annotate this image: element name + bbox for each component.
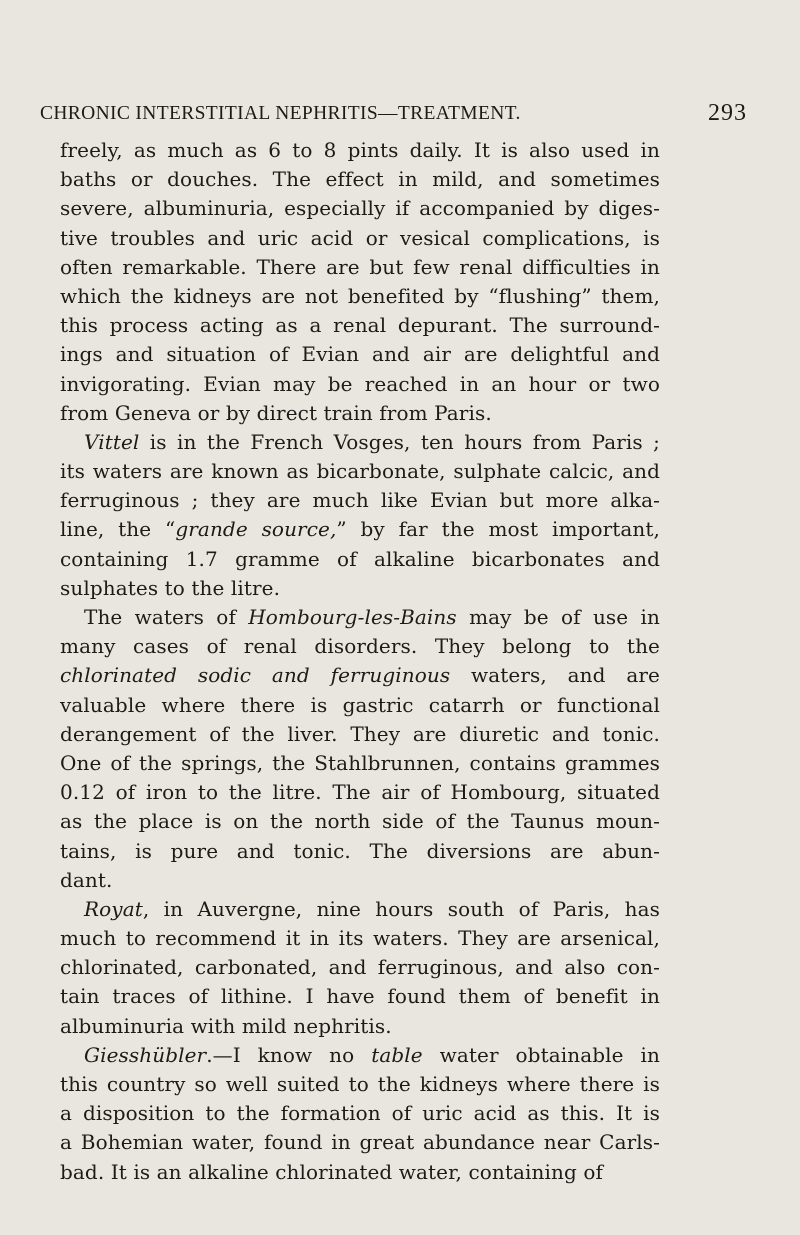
italic-text: Royat bbox=[84, 896, 143, 921]
text-run: .—I know no bbox=[206, 1042, 372, 1067]
text-run: tive troubles and uric acid or vesical complications, is bbox=[60, 225, 660, 250]
text-line bbox=[60, 866, 660, 895]
text-line bbox=[60, 1128, 660, 1157]
text-line bbox=[60, 399, 660, 428]
text-run: containing 1.7 gramme of alkaline bicarbonates and bbox=[60, 546, 660, 571]
text-run: 0.12 of iron to the litre. The air of Hombourg, situated bbox=[60, 780, 660, 805]
text-line bbox=[60, 224, 660, 253]
text-line bbox=[60, 895, 660, 924]
text-line bbox=[60, 253, 660, 282]
text-line bbox=[60, 749, 660, 778]
text-run: is in the French Vosges, ten hours from Paris ; bbox=[139, 429, 660, 454]
italic-text: Vittel bbox=[84, 429, 140, 454]
italic-text: table bbox=[371, 1042, 423, 1067]
text-run: chlorinated, carbonated, and ferruginous, and also con- bbox=[60, 955, 660, 980]
text-run: a Bohemian water, found in great abundance near Carls- bbox=[60, 1130, 660, 1155]
text-line bbox=[60, 720, 660, 749]
text-run: derangement of the liver. They are diuretic and tonic. bbox=[60, 721, 660, 746]
text-run: The waters of bbox=[84, 605, 249, 629]
text-line bbox=[60, 1070, 660, 1099]
text-line bbox=[60, 574, 660, 603]
text-run: severe, albuminuria, especially if accompanied by diges- bbox=[60, 196, 660, 221]
text-run: may be of use in bbox=[456, 605, 660, 629]
text-run: sulphates to the litre. bbox=[60, 575, 281, 600]
text-run: as the place is on the north side of the Taunus moun- bbox=[60, 809, 660, 834]
text-run: many cases of renal disorders. They belong to the bbox=[60, 634, 660, 659]
running-head bbox=[40, 100, 747, 133]
italic-text: Hombourg-les-Bains bbox=[248, 605, 457, 629]
text-line bbox=[60, 545, 660, 574]
body-text bbox=[60, 136, 660, 1187]
text-line bbox=[60, 1099, 660, 1128]
text-run: One of the springs, the Stahlbrunnen, contains grammes bbox=[60, 750, 660, 775]
text-line bbox=[60, 982, 660, 1011]
text-run: waters, and are bbox=[450, 663, 660, 688]
text-line bbox=[60, 428, 660, 457]
text-run: water obtainable in bbox=[422, 1042, 660, 1067]
text-line bbox=[60, 340, 660, 369]
text-line bbox=[60, 661, 660, 690]
text-line bbox=[60, 515, 660, 544]
text-line bbox=[60, 1012, 660, 1041]
text-line bbox=[60, 194, 660, 223]
text-run: often remarkable. There are but few renal difficulties in bbox=[60, 254, 660, 279]
text-run: this country so well suited to the kidneys where there is bbox=[60, 1072, 660, 1096]
text-run: valuable where there is gastric catarrh or functional bbox=[60, 692, 660, 717]
text-line bbox=[60, 691, 660, 720]
italic-text: grande source, bbox=[175, 517, 337, 542]
text-line bbox=[60, 1158, 660, 1187]
text-run: , in Auvergne, nine hours south of Paris, has bbox=[142, 896, 660, 921]
text-run: much to recommend it in its waters. They are arsenical, bbox=[60, 926, 660, 951]
text-line bbox=[60, 778, 660, 807]
text-line bbox=[60, 924, 660, 953]
text-run: from Geneva or by direct train from Paris. bbox=[60, 400, 492, 425]
text-line bbox=[60, 953, 660, 982]
text-run: dant. bbox=[60, 867, 113, 892]
text-run: line, the “ bbox=[60, 517, 176, 542]
text-run: tain traces of lithine. I have found them of benefit in bbox=[60, 984, 660, 1009]
text-run: ings and situation of Evian and air are delightful and bbox=[60, 342, 660, 367]
running-head-title: CHRONIC INTERSTITIAL NEPHRITIS—TREATMENT. bbox=[40, 103, 521, 124]
text-line bbox=[60, 807, 660, 836]
text-run: its waters are known as bicarbonate, sulphate calcic, and bbox=[60, 459, 660, 484]
text-line bbox=[60, 165, 660, 194]
text-run: a disposition to the formation of uric acid as this. It is bbox=[60, 1101, 660, 1126]
text-run: freely, as much as 6 to 8 pints daily. It is also used in bbox=[60, 138, 660, 162]
italic-text: Giesshübler bbox=[84, 1042, 207, 1067]
text-line bbox=[60, 837, 660, 866]
text-run: bad. It is an alkaline chlorinated water, containing of bbox=[60, 1159, 603, 1184]
text-line bbox=[60, 603, 660, 632]
text-line bbox=[60, 486, 660, 515]
text-run: which the kidneys are not benefited by “flushing” them, bbox=[60, 283, 660, 308]
text-line bbox=[60, 457, 660, 486]
text-run: this process acting as a renal depurant. The surround- bbox=[60, 313, 660, 338]
text-line bbox=[60, 282, 660, 311]
text-line bbox=[60, 632, 660, 661]
italic-text: chlorinated sodic and ferruginous bbox=[60, 663, 451, 688]
text-run: ” by far the most important, bbox=[336, 517, 660, 542]
text-line bbox=[60, 136, 660, 165]
text-run: baths or douches. The effect in mild, and sometimes bbox=[60, 167, 660, 192]
text-run: tains, is pure and tonic. The diversions are abun- bbox=[60, 838, 660, 863]
text-run: albuminuria with mild nephritis. bbox=[60, 1013, 392, 1038]
text-run: invigorating. Evian may be reached in an hour or two bbox=[60, 371, 660, 396]
text-line bbox=[60, 311, 660, 340]
text-line bbox=[60, 1041, 660, 1070]
text-run: ferruginous ; they are much like Evian but more alka- bbox=[60, 488, 660, 513]
page-number: 293 bbox=[708, 100, 747, 126]
text-line bbox=[60, 370, 660, 399]
